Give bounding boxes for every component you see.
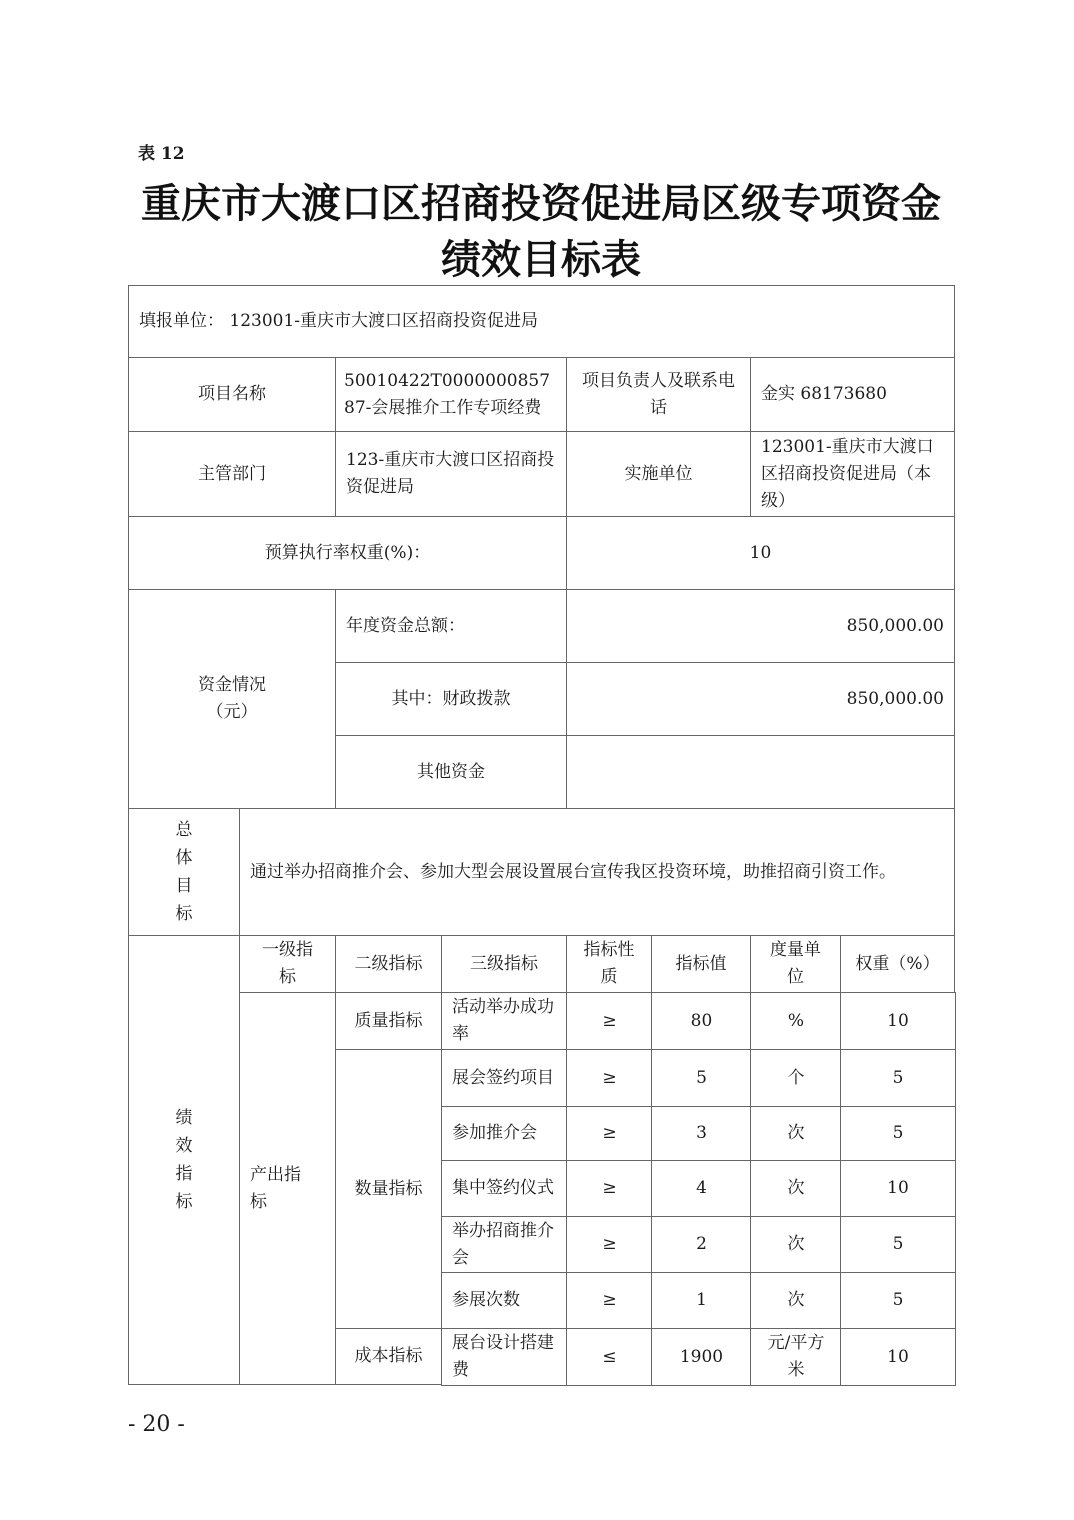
indicator-op-cell (566, 1216, 653, 1273)
contact-value: 金实 68173680 (761, 384, 887, 404)
indicator-name-cell (441, 992, 568, 1050)
funds-fiscal-value: 850,000.00 (846, 688, 944, 709)
indicator-value-cell (651, 1216, 752, 1273)
indicator-op: ≥ (602, 1290, 617, 1310)
indicator-unit: 次 (787, 1234, 805, 1254)
indicator-name: 活动举办成功率 (452, 997, 554, 1044)
funds-other-label-cell (335, 735, 567, 809)
impl-value: 123001-重庆市大渡口区招商投资促进局（本级） (761, 436, 934, 511)
indicator-name: 展会签约项目 (452, 1067, 554, 1088)
header-value-text: 指标值 (675, 953, 727, 974)
funds-total-label: 年度资金总额： (346, 615, 465, 636)
indicator-weight: 10 (887, 1346, 909, 1367)
header-unit-text: 度量单位 (770, 940, 821, 987)
indicator-weight-cell (840, 1160, 956, 1217)
header-level3 (441, 935, 567, 993)
indicator-value-cell (651, 1272, 752, 1329)
project-name-label-cell (128, 357, 336, 432)
funds-other-label: 其他资金 (417, 761, 485, 782)
contact-value-cell (750, 357, 955, 432)
budget-weight-value-cell (566, 516, 955, 590)
impl-value-cell (750, 431, 955, 517)
budget-weight-label-cell (128, 516, 567, 590)
indicator-op-cell (566, 1106, 653, 1161)
indicator-op-cell (566, 1272, 653, 1329)
indicator-name-cell (441, 1328, 568, 1386)
indicator-name-cell (441, 1160, 568, 1217)
funds-fiscal-label: 其中：财政拨款 (391, 688, 511, 709)
indicator-unit-cell (750, 1328, 842, 1386)
header-weight (840, 935, 955, 993)
indicator-name-cell (441, 1216, 568, 1273)
level2-quantity-cell (335, 1049, 442, 1329)
project-name-value: 50010422T000000085787-会展推介工作专项经费 (344, 370, 551, 418)
contact-label: 项目负责人及联系电话 (582, 370, 735, 418)
project-name-value-cell (335, 357, 567, 432)
indicator-op: ≥ (602, 1123, 617, 1143)
indicator-unit-cell (750, 1160, 842, 1217)
indicator-unit-cell (750, 1272, 842, 1329)
indicator-unit-cell (750, 992, 842, 1050)
indicator-name: 展台设计搭建费 (452, 1333, 554, 1380)
indicator-unit: 个 (787, 1067, 805, 1088)
indicator-unit-cell (750, 1049, 842, 1107)
indicator-unit: 元/平方米 (767, 1333, 825, 1380)
indicator-weight: 5 (892, 1067, 904, 1088)
level2-cost: 成本指标 (354, 1346, 423, 1366)
level1-output-cell (239, 992, 336, 1385)
perf-label: 绩效指标 (175, 1108, 193, 1212)
funds-total-label-cell (335, 589, 567, 663)
reporting-unit-cell (128, 285, 955, 358)
level2-cost-cell (335, 1328, 442, 1385)
indicator-op-cell (566, 1328, 653, 1386)
contact-label-cell (566, 357, 751, 432)
indicator-value: 1 (696, 1290, 707, 1310)
dept-value-cell (335, 431, 567, 517)
indicator-value: 2 (696, 1234, 707, 1254)
indicator-op: ≥ (602, 1234, 617, 1254)
indicator-name-cell (441, 1272, 568, 1329)
indicator-unit: 次 (787, 1123, 805, 1143)
header-level2 (335, 935, 442, 993)
indicator-value-cell (651, 1160, 752, 1217)
indicator-value-cell (651, 992, 752, 1050)
indicator-value: 5 (696, 1067, 707, 1088)
funds-label: 资金情况（元） (198, 675, 266, 722)
funds-other-value-cell (566, 735, 955, 809)
level2-quality: 质量指标 (354, 1010, 423, 1031)
perf-label-cell (128, 935, 240, 1385)
indicator-weight-cell (840, 1272, 956, 1329)
indicator-weight: 10 (887, 1010, 909, 1031)
header-value (651, 935, 751, 993)
indicator-value-cell (651, 1049, 752, 1107)
indicator-weight: 5 (892, 1234, 904, 1254)
indicator-op: ≥ (602, 1067, 617, 1088)
overall-goal-text: 通过举办招商推介会、参加大型会展设置展台宣传我区投资环境，助推招商引资工作。 (250, 861, 896, 882)
indicator-unit-cell (750, 1106, 842, 1161)
indicator-name: 参展次数 (452, 1290, 520, 1310)
indicator-weight-cell (840, 1216, 956, 1273)
indicator-unit: 次 (787, 1290, 805, 1310)
header-unit (750, 935, 841, 993)
budget-weight-label: 预算执行率权重(%)： (264, 542, 431, 563)
project-name-label: 项目名称 (198, 384, 266, 404)
level2-quality-cell (335, 992, 442, 1050)
indicator-op-cell (566, 992, 653, 1050)
indicator-op-cell (566, 1049, 653, 1107)
indicator-value: 4 (696, 1178, 707, 1198)
level2-quantity: 数量指标 (354, 1178, 423, 1199)
header-nature (566, 935, 652, 993)
impl-label-cell (566, 431, 751, 517)
indicator-value: 1900 (679, 1346, 724, 1367)
reporting-unit: 填报单位： 123001-重庆市大渡口区招商投资促进局 (139, 311, 539, 331)
indicator-weight-cell (840, 1049, 956, 1107)
indicator-name-cell (441, 1106, 568, 1161)
header-level2-text: 二级指标 (354, 953, 423, 974)
indicator-op: ≥ (602, 1010, 617, 1031)
indicator-name-cell (441, 1049, 568, 1107)
page-number: - 20 - (128, 1412, 185, 1437)
indicator-value-cell (651, 1328, 752, 1386)
indicator-value: 3 (696, 1123, 707, 1143)
header-nature-text: 指标性质 (583, 940, 635, 987)
indicator-op-cell (566, 1160, 653, 1217)
funds-fiscal-value-cell (566, 662, 955, 736)
indicator-name: 集中签约仪式 (452, 1178, 554, 1198)
table-number-label: 表 12 (138, 144, 185, 164)
header-weight-text: 权重（%） (855, 953, 940, 974)
indicator-weight: 10 (887, 1178, 909, 1198)
funds-total-value-cell (566, 589, 955, 663)
indicator-value-cell (651, 1106, 752, 1161)
indicator-unit-cell (750, 1216, 842, 1273)
impl-label: 实施单位 (624, 463, 693, 484)
indicator-unit: % (787, 1010, 805, 1031)
header-level1-text: 一级指标 (262, 940, 313, 987)
overall-goal-text-cell (239, 808, 955, 936)
level1-output: 产出指标 (250, 1164, 301, 1212)
dept-value: 123-重庆市大渡口区招商投资促进局 (346, 450, 555, 497)
dept-label: 主管部门 (198, 463, 266, 484)
budget-weight-value: 10 (749, 542, 772, 563)
header-level3-text: 三级指标 (470, 953, 538, 974)
header-level1 (239, 935, 336, 993)
funds-label-cell (128, 589, 336, 809)
indicator-weight: 5 (892, 1123, 904, 1143)
overall-goal-label-cell (128, 808, 240, 936)
indicator-value: 80 (690, 1010, 713, 1031)
overall-goal-label: 总体目标 (175, 820, 193, 924)
indicator-weight: 5 (892, 1290, 904, 1310)
document-title-line2: 绩效目标表 (441, 237, 641, 283)
indicator-op: ≥ (602, 1178, 617, 1198)
indicator-name: 参加推介会 (452, 1123, 537, 1143)
document-title-line1: 重庆市大渡口区招商投资促进局区级专项资金 (141, 181, 941, 227)
indicator-op: ≤ (602, 1346, 617, 1367)
indicator-unit: 次 (787, 1178, 805, 1198)
funds-total-value: 850,000.00 (846, 615, 944, 636)
indicator-weight-cell (840, 1106, 956, 1161)
indicator-name: 举办招商推介会 (452, 1220, 554, 1268)
dept-label-cell (128, 431, 336, 517)
indicator-weight-cell (840, 1328, 956, 1386)
indicator-weight-cell (840, 992, 956, 1050)
funds-fiscal-label-cell (335, 662, 567, 736)
